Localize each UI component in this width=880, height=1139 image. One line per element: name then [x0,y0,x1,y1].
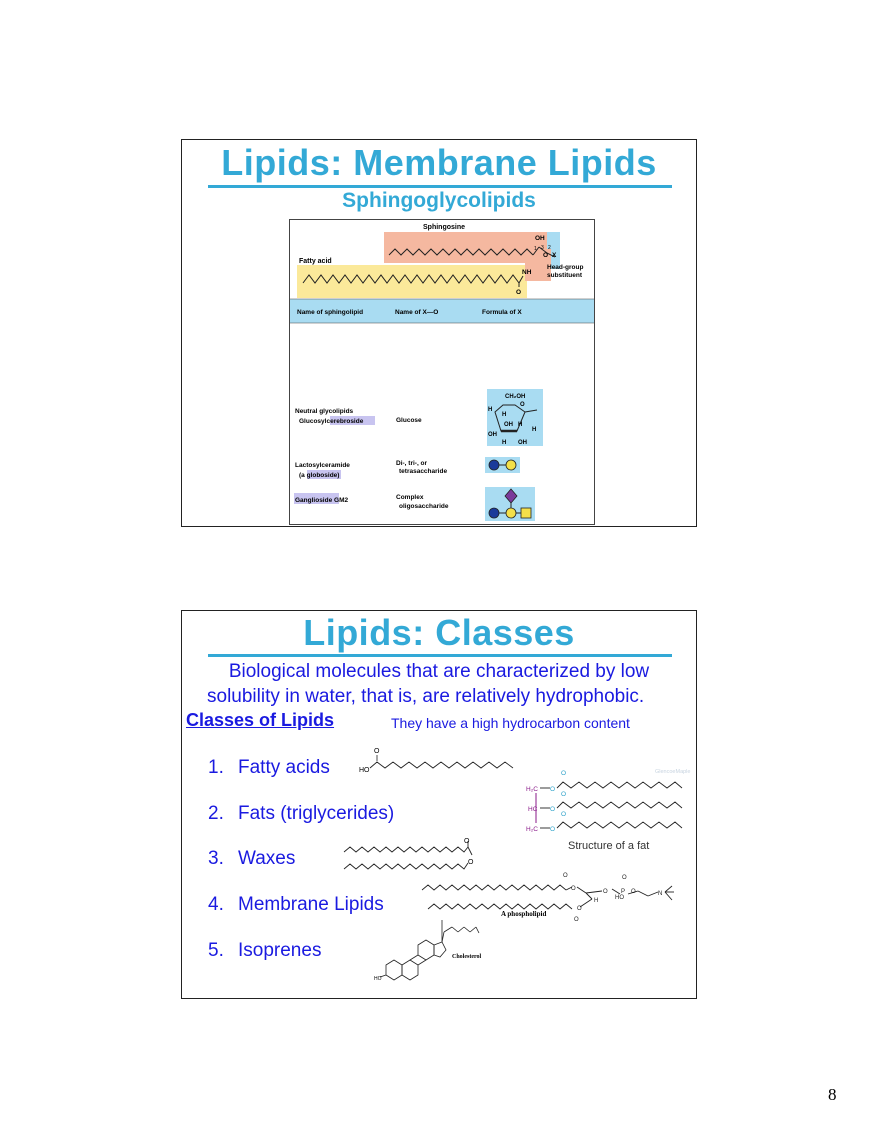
svg-text:O: O [563,873,568,879]
list-item: 4. Membrane Lipids [208,894,384,915]
atom-nh: NH [522,269,532,276]
intro-line-1: Biological molecules that are characterized by low [228,661,650,682]
list-item: 5. Isoprenes [208,940,322,961]
row3-name: Ganglioside GM2 [295,497,349,504]
sphingolipid-figure [289,219,595,525]
svg-text:O: O [622,875,627,881]
svg-text:HC: HC [528,806,538,813]
svg-text:O: O [550,806,556,813]
fat-caption: Structure of a fat [568,840,650,852]
sphingosine-label: Sphingosine [423,224,465,231]
svg-text:OH: OH [518,440,527,446]
svg-text:P: P [621,889,626,895]
svg-text:H: H [488,407,493,413]
svg-text:O: O [603,889,608,895]
head-group-label-1: Head-group [547,264,584,271]
svg-text:O: O [561,811,567,818]
intro-line-2: solubility in water, that is, are relatively hydrophobic. [207,686,645,707]
slide-subtitle: Sphingoglycolipids [342,189,536,212]
c2-label: 2 [548,245,551,251]
svg-text:H: H [502,412,507,418]
row1-x: Glucose [396,417,422,424]
glucose-ring-o: O [520,402,525,408]
phospholipid-caption: A phospholipid [501,910,547,918]
svg-text:O: O [550,826,556,833]
row2-name-line2: (a globoside) [299,472,340,479]
slide-title: Lipids: Membrane Lipids [221,142,657,183]
row2-name-line1: Lactosylceramide [295,462,350,469]
fatty-acid-label: Fatty acid [299,258,332,265]
hydrocarbon-note: They have a high hydrocarbon content [391,715,630,731]
svg-text:O: O [574,917,579,923]
svg-text:H₂C: H₂C [526,826,538,833]
triglyceride-chains [540,782,682,828]
col-name: Name of sphingolipid [297,309,364,316]
svg-text:HO: HO [615,895,624,901]
page-number: 8 [828,1085,837,1104]
svg-text:H₂C: H₂C [526,786,538,793]
lipid-structures [182,611,698,1000]
svg-text:N: N [658,891,663,897]
classes-heading: Classes of Lipids [186,710,335,730]
cholesterol-structure [380,920,479,980]
col-formula: Formula of X [482,309,522,316]
svg-text:O: O [550,786,556,793]
svg-text:O: O [561,791,567,798]
glucose-symbol [489,460,499,470]
svg-text:O: O [577,906,582,912]
row3-x-line1: Complex [396,494,424,501]
cholesterol-caption: Cholesterol [452,954,482,960]
list-item: 1. Fatty acids [208,757,330,778]
slide-lipid-classes [181,610,697,999]
atom-oh: OH [535,235,545,242]
svg-text:O: O [561,770,567,777]
atom-x: X [552,252,557,259]
galactose-symbol [506,460,516,470]
fatty-acid-ho: HO [359,767,370,774]
slide-membrane-lipids [181,139,697,527]
svg-text:O: O [631,889,636,895]
svg-text:O: O [464,838,470,845]
svg-text:H: H [532,427,537,433]
phospholipid-structure [422,885,674,909]
row2-x-line2: tetrasaccharide [399,468,448,475]
list-item: 3. Waxes [208,848,296,869]
row1-name-line2: Glucosylcerebroside [299,418,364,425]
watermark: GlencoeMaple [655,769,691,775]
row2-x-line1: Di-, tri-, or [396,460,428,467]
slide-title: Lipids: Classes [303,612,575,653]
col-x-o: Name of X—O [395,309,439,316]
svg-text:H: H [502,440,507,446]
row1-name-line1: Neutral glycolipids [295,408,354,415]
svg-text:H: H [594,898,599,904]
svg-text:OH: OH [488,432,497,438]
svg-text:O: O [468,859,474,866]
c3-label: 3 [541,245,544,251]
row3-x-line2: oligosaccharide [399,503,449,510]
c1-label: 1 [534,246,537,252]
svg-text:O: O [374,748,380,755]
carbonyl-o: O [516,289,522,296]
wax-structure [344,841,472,869]
svg-text:H: H [518,422,523,428]
fatty-acid-structure [370,762,513,768]
svg-text:OH: OH [504,422,513,428]
atom-o: O [543,252,549,259]
galnac-symbol [521,508,531,518]
svg-text:HO: HO [374,976,382,982]
list-item: 2. Fats (triglycerides) [208,803,395,824]
title-underline [208,185,672,188]
head-group-label-2: substituent [547,272,583,279]
svg-text:O: O [571,886,576,892]
glucose-ch2oh: CH₂OH [505,394,526,400]
